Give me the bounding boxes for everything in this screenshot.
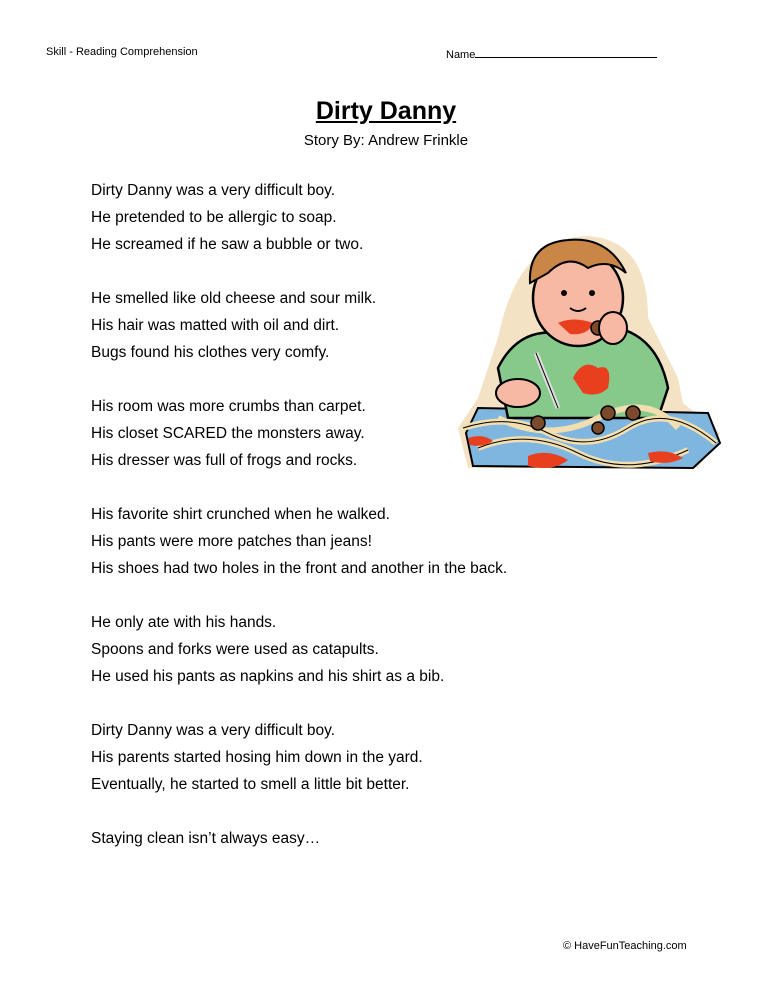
name-blank-line [475, 46, 657, 58]
stanza [91, 177, 507, 258]
story-line: His parents started hosing him down in the yard. [91, 749, 423, 766]
story-line: His room was more crumbs than carpet. [91, 398, 366, 415]
story-line: His favorite shirt crunched when he walked. [91, 506, 390, 523]
stanza [91, 825, 507, 852]
story-line: He screamed if he saw a bubble or two. [91, 236, 364, 253]
story-line: His pants were more patches than jeans! [91, 533, 372, 550]
story-line: His closet SCARED the monsters away. [91, 425, 365, 442]
story-line: Dirty Danny was a very difficult boy. [91, 182, 336, 199]
story-line: His hair was matted with oil and dirt. [91, 317, 340, 334]
stanza [91, 501, 507, 582]
story-line: Eventually, he started to smell a little bit better. [91, 776, 410, 793]
messy-boy-eating-spaghetti-illustration [458, 228, 726, 476]
story-body [91, 177, 507, 879]
story-line: Staying clean isn’t always easy… [91, 830, 321, 847]
story-line: Spoons and forks were used as catapults. [91, 641, 379, 658]
story-line: Bugs found his clothes very comfy. [91, 344, 330, 361]
name-label: Name [446, 49, 476, 61]
stanza [91, 609, 507, 690]
story-line: He pretended to be allergic to soap. [91, 209, 337, 226]
story-line: Dirty Danny was a very difficult boy. [91, 722, 336, 739]
story-line: His shoes had two holes in the front and another in the back. [91, 560, 508, 577]
skill-label: Skill - Reading Comprehension [46, 46, 198, 58]
story-line: He only ate with his hands. [91, 614, 277, 631]
stanza [91, 393, 507, 474]
stanza [91, 717, 507, 798]
story-title: Dirty Danny [315, 97, 457, 125]
copyright-footer: © HaveFunTeaching.com [563, 940, 687, 952]
story-line: He used his pants as napkins and his shirt as a bib. [91, 668, 445, 685]
stanza [91, 285, 507, 366]
story-line: He smelled like old cheese and sour milk. [91, 290, 377, 307]
name-field [446, 46, 657, 61]
story-byline: Story By: Andrew Frinkle [303, 132, 469, 149]
story-line: His dresser was full of frogs and rocks. [91, 452, 358, 469]
